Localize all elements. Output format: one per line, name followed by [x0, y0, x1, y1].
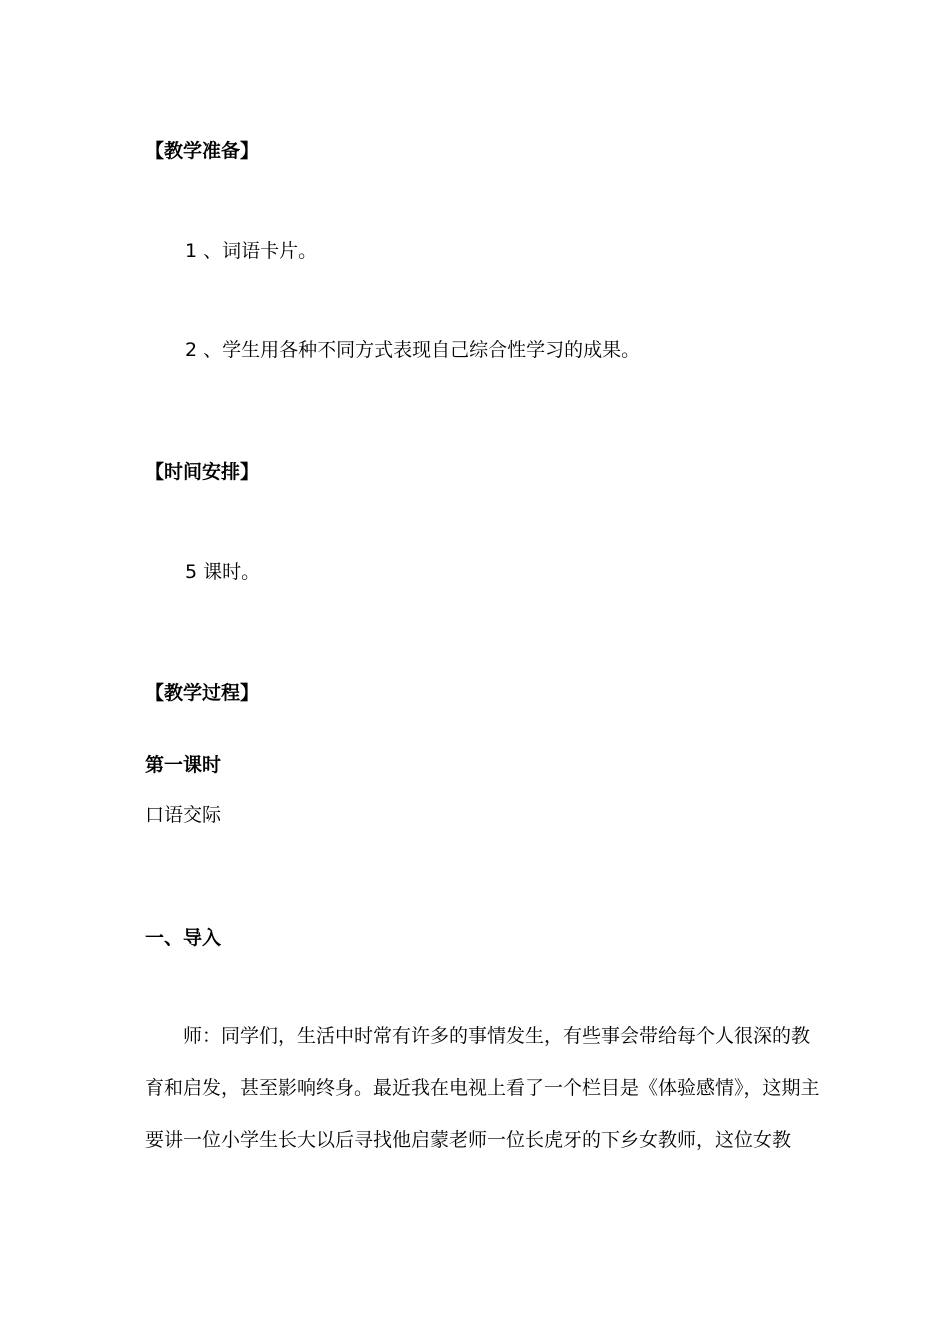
part-heading-intro: 一、导入 — [145, 927, 222, 949]
paragraph-line: 师：同学们，生活中时常有许多的事情发生，有些事会带给每个人很深的教 — [183, 1025, 811, 1047]
section-heading-preparation: 【教学准备】 — [145, 140, 260, 162]
preparation-item-1: 1 、词语卡片。 — [185, 240, 318, 262]
paragraph-line: 育和启发，甚至影响终身。最近我在电视上看了一个栏目是《体验感情》，这期主 — [145, 1077, 820, 1099]
preparation-item-2: 2 、学生用各种不同方式表现自己综合性学习的成果。 — [185, 339, 641, 361]
section-heading-process: 【教学过程】 — [145, 682, 260, 704]
section-heading-schedule: 【时间安排】 — [145, 461, 260, 483]
paragraph-line: 要讲一位小学生长大以后寻找他启蒙老师一位长虎牙的下乡女教师，这位女教 — [145, 1129, 792, 1151]
lesson-title: 第一课时 — [145, 754, 222, 776]
intro-paragraph — [145, 1010, 820, 1166]
schedule-text: 5 课时。 — [185, 561, 261, 583]
lesson-topic: 口语交际 — [145, 804, 222, 826]
